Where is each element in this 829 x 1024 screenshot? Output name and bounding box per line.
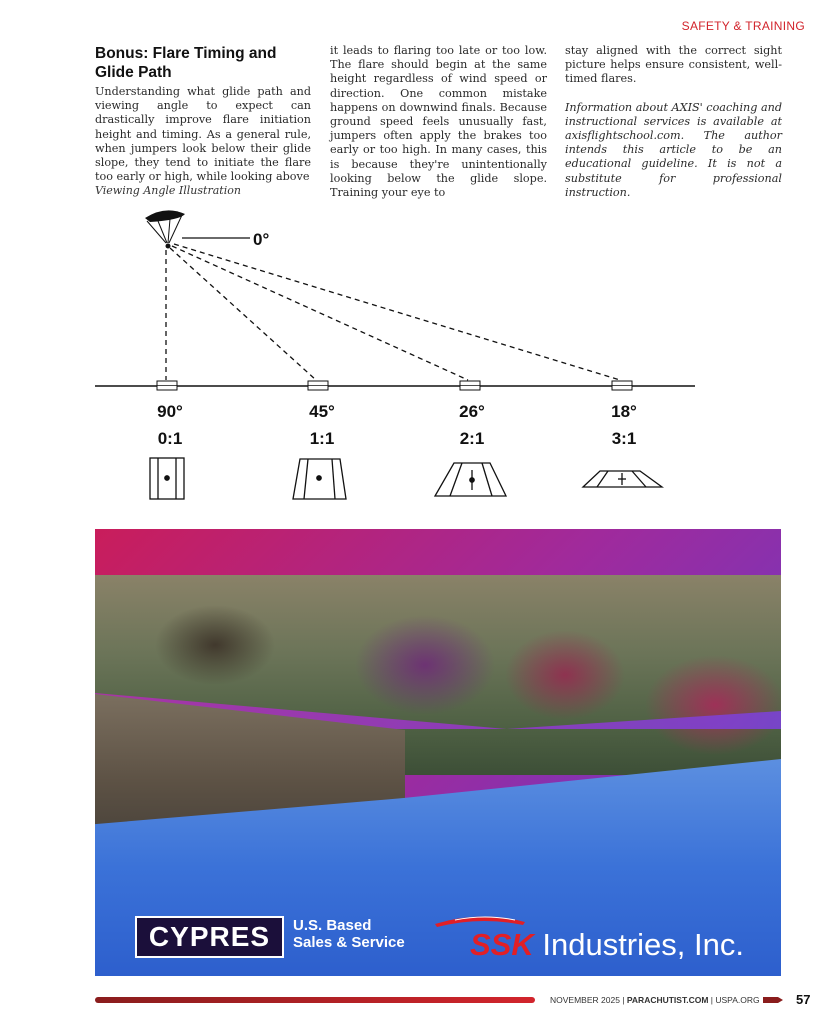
article-column-2 [330,44,547,200]
canopy-icon [145,210,185,248]
page-number: 57 [796,992,811,1007]
ssk-name-rest: Industries, Inc. [533,927,744,962]
ground-target-26 [460,381,480,390]
article-text-1: Understanding what glide path and viewing angle to expect can drastically improve flare initiation height and timing. As a general rule, when jumpers look below their glide slope, they tend to initiate the flare too early or high, while looking above [95,85,311,184]
ratio-label-1: 0:1 [157,429,183,448]
sightline-45 [170,248,316,380]
angle-label-4: 18° [611,402,637,421]
footer-text: NOVEMBER 2025 | PARACHUTIST.COM | USPA.ORG [550,995,760,1005]
ad-tagline [293,917,405,951]
ad-tagline-line-1: U.S. Based [293,917,372,934]
diagram-caption: Viewing Angle Illustration [95,184,241,197]
cypres-ssk-advertisement[interactable] [95,529,781,976]
footer-date: NOVEMBER 2025 [550,995,620,1005]
sight-picture-18 [583,471,662,487]
sightline-18 [174,244,620,380]
cypres-logo-text: CYPRES [148,921,271,952]
article-column-1 [95,44,311,184]
angle-label-1: 90° [157,402,183,421]
ground-target-90 [157,381,177,390]
zero-degree-label: 0° [253,230,270,249]
cypres-logo [135,916,284,958]
ad-tagline-line-2: Sales & Service [293,934,405,951]
article-heading: Bonus: Flare Timing and Glide Path [95,45,277,81]
angle-label-3: 26° [459,402,485,421]
sight-picture-26 [435,463,506,496]
ratio-label-4: 3:1 [611,429,637,448]
angle-label-2: 45° [309,402,335,421]
sightline-26 [172,246,468,380]
ground-target-18 [612,381,632,390]
footer-bar [95,997,535,1003]
sight-picture-45 [293,459,346,499]
ssk-mark: SSK [470,927,534,962]
section-tag: SAFETY & TRAINING [681,19,805,33]
footer-org[interactable]: USPA.ORG [715,995,760,1005]
article-column-3 [565,44,782,200]
ground-target-45 [308,381,328,390]
article-text-3: stay aligned with the correct sight picture helps ensure consistent, well-timed flares. [565,44,782,86]
footer-arrow-icon [763,997,783,1003]
viewing-angle-diagram [90,200,710,505]
ssk-industries-name [470,927,744,963]
ratio-label-3: 2:1 [459,429,485,448]
author-note: Information about AXIS' coaching and instructional services is available at axisflightschool.com. The author intends this article to be an educational guideline. It is not a substitute for professional instruction. [565,100,782,199]
ssk-swoosh-icon [435,914,525,928]
sight-picture-90 [150,458,184,499]
article-text-2: it leads to flaring too late or too low. The flare should begin at the same height regardless of wind speed or direction. One common mistake happens on downwind finals. Because ground speed feels unusually fast, jumpers often apply the brakes too early or too high. In many cases, this is because they're unintentionally looking below the glide slope. Training your eye to [330,44,547,200]
footer-site[interactable]: PARACHUTIST.COM [626,995,709,1005]
ratio-label-2: 1:1 [309,429,335,448]
